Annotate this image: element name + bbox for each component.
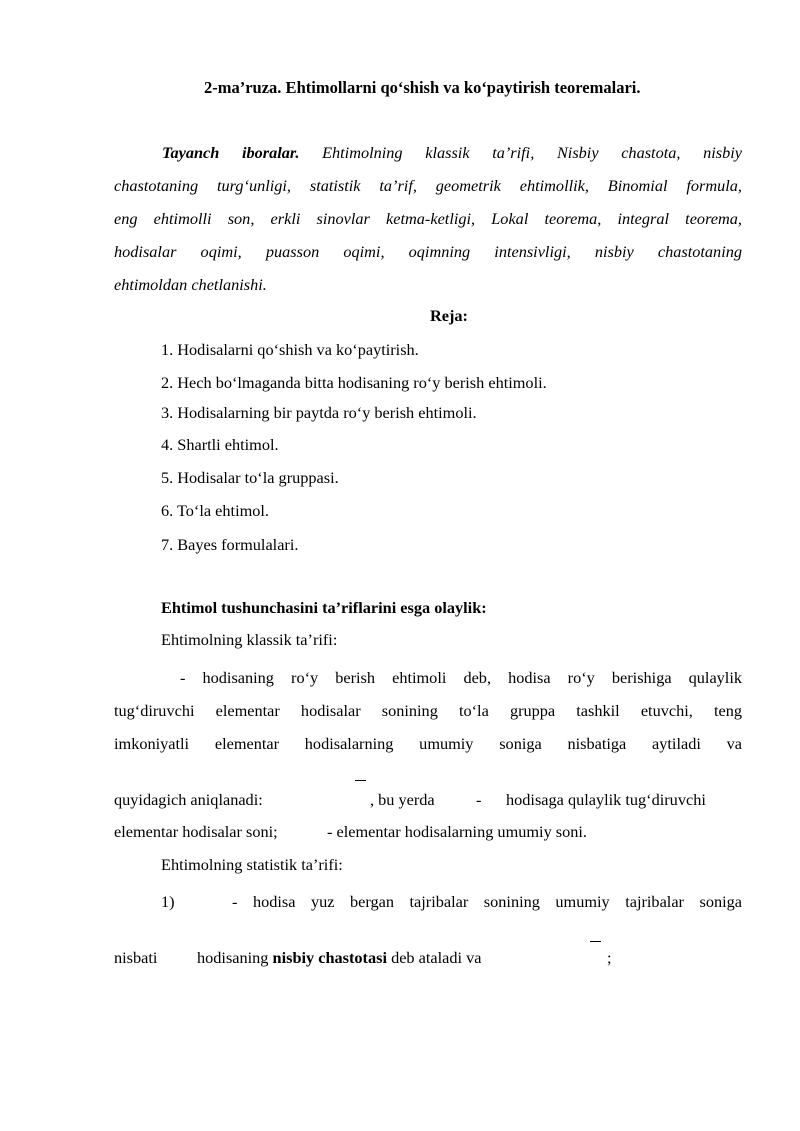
classical-text-1: - hodisaning ro‘y berish ehtimoli deb, hodisa ro‘y berishiga qulaylik	[180, 668, 742, 687]
plan-item-3: 3. Hodisalarning bir paytda ro‘y berish ehtimoli.	[161, 403, 477, 422]
statistical-line-2a: nisbati	[114, 948, 158, 967]
relative-frequency-fraction-bar	[590, 941, 601, 942]
statistical-line-1: - hodisa yuz bergan tajribalar sonining umumiy tajribalar soniga	[232, 892, 742, 911]
keywords-line-3: eng ehtimolli son, erkli sinovlar ketma-ketligi, Lokal teorema, integral teorema,	[114, 209, 742, 228]
classical-line-4a: quyidagich aniqlanadi:	[114, 790, 263, 809]
classical-line-5b: - elementar hodisalarning umumiy soni.	[327, 822, 587, 841]
plan-item-4: 4. Shartli ehtimol.	[161, 435, 279, 454]
plan-item-5: 5. Hodisalar to‘la gruppasi.	[161, 468, 339, 487]
formula-fraction-bar	[355, 780, 366, 781]
classical-heading: Ehtimolning klassik ta’rifi:	[161, 630, 338, 649]
classical-line-4b: , bu yerda	[370, 790, 435, 809]
lecture-title: 2-ma’ruza. Ehtimollarni qo‘shish va ko‘paytirish teoremalari.	[204, 78, 641, 97]
keywords-line-2: chastotaning turg‘unligi, statistik ta’rif, geometrik ehtimollik, Binomial formula,	[114, 176, 742, 195]
classical-line-2: tug‘diruvchi elementar hodisalar sonining to‘la gruppa tashkil etuvchi, teng	[114, 701, 742, 720]
classical-line-5a: elementar hodisalar soni;	[114, 822, 278, 841]
statistical-line-2c: deb ataladi va	[391, 948, 482, 967]
statistical-line-2-text	[197, 948, 481, 968]
keywords-text-1: Ehtimolning klassik ta’rifi, Nisbiy chastota, nisbiy	[322, 143, 743, 162]
relative-frequency-term: nisbiy chastotasi	[272, 948, 387, 967]
plan-heading: Reja:	[430, 306, 468, 325]
statistical-line-2b: hodisaning	[197, 948, 269, 967]
classical-line-1	[114, 668, 742, 688]
classical-line-4d: hodisaga qulaylik tug‘diruvchi	[506, 790, 706, 809]
statistical-line-2-end: ;	[607, 948, 612, 967]
keywords-line-4: hodisalar oqimi, puasson oqimi, oqimning intensivligi, nisbiy chastotaning	[114, 242, 742, 261]
statistical-heading: Ehtimolning statistik ta’rifi:	[161, 855, 343, 874]
keywords-label: Tayanch iboralar	[162, 143, 296, 162]
classical-line-4c: -	[476, 790, 482, 809]
plan-item-6: 6. To‘la ehtimol.	[161, 501, 269, 520]
plan-item-2: 2. Hech bo‘lmaganda bitta hodisaning ro‘y berish ehtimoli.	[161, 373, 547, 392]
statistical-item-number: 1)	[161, 892, 175, 911]
plan-item-7: 7. Bayes formulalari.	[161, 535, 299, 554]
classical-line-3: imkoniyatli elementar hodisalarning umumiy soniga nisbatiga aytiladi va	[114, 734, 742, 753]
section-heading: Ehtimol tushunchasini ta’riflarini esga olaylik:	[161, 598, 487, 617]
plan-item-1: 1. Hodisalarni qo‘shish va ko‘paytirish.	[161, 340, 419, 359]
keywords-line-1: Tayanch iboralar. Ehtimolning klassik ta’rifi, Nisbiy chastota, nisbiy	[162, 143, 743, 162]
keywords-line-5: ehtimoldan chetlanishi.	[114, 275, 267, 294]
